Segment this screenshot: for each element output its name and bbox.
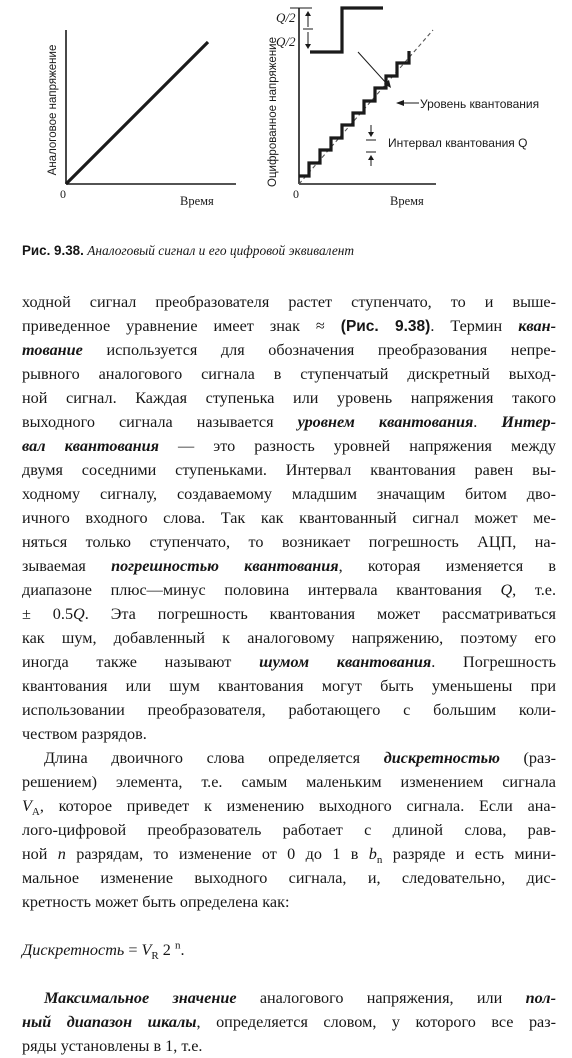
text-line xyxy=(22,866,556,890)
q-half-bottom-label: Q/2 xyxy=(276,34,296,49)
text-run: мальное изменение выходного сигнала, и, следовательно, дис- xyxy=(22,869,556,887)
term-quantization-interval: Интер- xyxy=(501,413,556,431)
text-run: как шум, добавленный к аналоговому напряжению, поэтому его xyxy=(22,629,556,647)
text-run: = xyxy=(124,941,142,959)
spacer xyxy=(22,962,556,986)
text-run: разряде и есть мини- xyxy=(382,845,557,863)
upper-step-line xyxy=(310,8,383,52)
text-line xyxy=(22,674,556,698)
figure-caption xyxy=(22,243,354,259)
text-run: няться только ступенчато, то возникает погрешность АЦП, на- xyxy=(22,533,556,551)
body-text xyxy=(22,290,556,1058)
text-run: n xyxy=(57,845,66,863)
text-line xyxy=(22,458,556,482)
text-line xyxy=(22,818,556,842)
text-run: R xyxy=(151,950,159,963)
text-line xyxy=(22,290,556,314)
q-half-top-label: Q/2 xyxy=(276,10,296,25)
quantized-staircase xyxy=(299,51,409,176)
digital-ylabel: Оцифрованное напряжение xyxy=(267,37,279,187)
text-line xyxy=(22,770,556,794)
text-line xyxy=(22,722,556,746)
text-run: лого-цифровой преобразователь работает с длиной слова, рав- xyxy=(22,821,556,839)
text-run: используется для обозначения преобразования непре- xyxy=(82,341,556,359)
text-run: квантования или шум квантования могут быть уменьшены при xyxy=(22,677,556,695)
digital-panel xyxy=(267,8,539,208)
term-quantization-level: уровнем квантования xyxy=(297,413,474,431)
text-run: (раз- xyxy=(499,749,556,767)
text-run: A xyxy=(31,806,40,819)
text-run: приведенное уравнение имеет знак ≈ xyxy=(22,317,341,335)
caption-number: Рис. 9.38. xyxy=(22,243,84,258)
interval-label: Интервал квантования Q xyxy=(388,136,528,150)
text-run: иногда также называют xyxy=(22,653,260,671)
text-run: ходному сигналу, создаваемому младшим значащим битом дво- xyxy=(22,485,556,503)
text-run: . Термин xyxy=(430,317,519,335)
text-line xyxy=(22,986,556,1010)
text-run: диапазоне плюс—минус половина интервала квантования xyxy=(22,581,501,599)
text-run: , определяется словом, у которого все раз- xyxy=(196,1013,557,1031)
text-run: разрядам, то изменение от 0 до 1 в xyxy=(65,845,369,863)
term-max-value: Максимальное значение xyxy=(44,989,237,1007)
text-run: b xyxy=(368,845,377,863)
text-run: ряды установлены в 1, т.е. xyxy=(22,1037,203,1055)
text-line xyxy=(22,386,556,410)
text-run: ходной сигнал преобразователя растет ступенчато, то и выше- xyxy=(22,293,556,311)
term-resolution: дискретностью xyxy=(383,749,500,767)
text-line xyxy=(22,1010,556,1034)
text-line xyxy=(22,626,556,650)
text-run: . xyxy=(473,413,502,431)
interval-arrow-top xyxy=(368,132,374,137)
text-line xyxy=(22,698,556,722)
text-run: , т.е. xyxy=(512,581,556,599)
analog-panel xyxy=(47,30,236,208)
term-quantization-error: погрешностью квантования xyxy=(111,557,339,575)
text-run: Q xyxy=(500,581,513,599)
text-run: ный диапазон шкалы xyxy=(22,1013,197,1031)
text-run: ной xyxy=(22,845,58,863)
text-run: . Эта погрешность квантования может рассматриваться xyxy=(84,605,556,623)
text-line xyxy=(22,602,556,626)
text-run: зываемая xyxy=(22,557,112,575)
analog-origin: 0 xyxy=(60,187,66,201)
text-run: 2 xyxy=(158,941,175,959)
analog-xlabel: Время xyxy=(180,194,214,208)
text-run: . xyxy=(180,941,185,959)
text-run: , которая изменяется в xyxy=(338,557,556,575)
text-line xyxy=(22,746,556,770)
term-quantization-noise: шумом квантования xyxy=(259,653,432,671)
interval-arrow-bottom xyxy=(368,155,374,160)
text-line xyxy=(22,506,556,530)
text-run: ± 0.5 xyxy=(22,605,74,623)
text-run: тование xyxy=(22,341,83,359)
text-run: кретность может быть определена как: xyxy=(22,893,290,911)
text-run: , которое приведет к изменению выходного сигнала. Если ана- xyxy=(39,797,556,815)
text-run: аналогового напряжения, или xyxy=(236,989,526,1007)
text-line xyxy=(22,530,556,554)
text-run: — это разность уровней напряжения между xyxy=(159,437,556,455)
spacer xyxy=(22,914,556,938)
text-line xyxy=(22,410,556,434)
figure-analog-digital xyxy=(0,0,572,235)
term-quantization: кван- xyxy=(518,317,557,335)
text-line xyxy=(22,794,556,818)
text-run: решением) элемента, т.е. самым маленьким изменением сигнала xyxy=(22,773,556,791)
digital-xlabel: Время xyxy=(390,194,424,208)
text-run: n xyxy=(376,854,383,867)
digital-origin: 0 xyxy=(293,187,299,201)
text-run: V xyxy=(22,797,32,815)
text-run: ичного входного слова. Так как квантованный сигнал может ме- xyxy=(22,509,556,527)
text-line xyxy=(22,554,556,578)
text-run: (Рис. 9.38) xyxy=(340,318,431,335)
text-line xyxy=(22,338,556,362)
text-run: n xyxy=(174,939,181,952)
text-line xyxy=(22,362,556,386)
text-run: Дискретность xyxy=(22,941,125,959)
q-half-bottom-arrow xyxy=(305,44,311,49)
formula xyxy=(22,938,556,962)
text-run: рывного аналогового сигнала в ступенчатый дискретный выход- xyxy=(22,365,556,383)
text-line xyxy=(22,890,556,914)
text-line xyxy=(22,434,556,458)
caption-text: Аналоговый сигнал и его цифровой эквивалент xyxy=(87,243,355,258)
text-line xyxy=(22,314,556,338)
text-run: вал квантования xyxy=(22,437,159,455)
text-run: ной сигнал. Каждая ступенька или уровень напряжения такого xyxy=(22,389,556,407)
text-run: Q xyxy=(73,605,85,623)
text-run: выходного сигнала называется xyxy=(22,413,298,431)
text-line xyxy=(22,1034,556,1058)
text-run: чеством разрядов. xyxy=(22,725,147,743)
text-run: V xyxy=(141,941,152,959)
figure-svg xyxy=(0,0,572,235)
analog-ylabel: Аналоговое напряжение xyxy=(47,44,59,176)
text-line xyxy=(22,650,556,674)
term-full-scale: пол- xyxy=(525,989,556,1007)
text-line xyxy=(22,842,556,866)
text-run: использовании преобразователя, работающего с большим коли- xyxy=(22,701,556,719)
text-run: Длина двоичного слова определяется xyxy=(44,749,384,767)
level-label: Уровень квантования xyxy=(420,97,540,111)
q-half-top-arrow xyxy=(305,11,311,16)
analog-signal-line xyxy=(66,42,208,184)
step-pointer-line xyxy=(358,52,387,84)
text-run: . Погрешность xyxy=(431,653,557,671)
text-line xyxy=(22,578,556,602)
text-line xyxy=(22,482,556,506)
text-run: двумя соседними ступеньками. Интервал квантования равен вы- xyxy=(22,461,556,479)
level-pointer-arrow xyxy=(396,100,404,106)
